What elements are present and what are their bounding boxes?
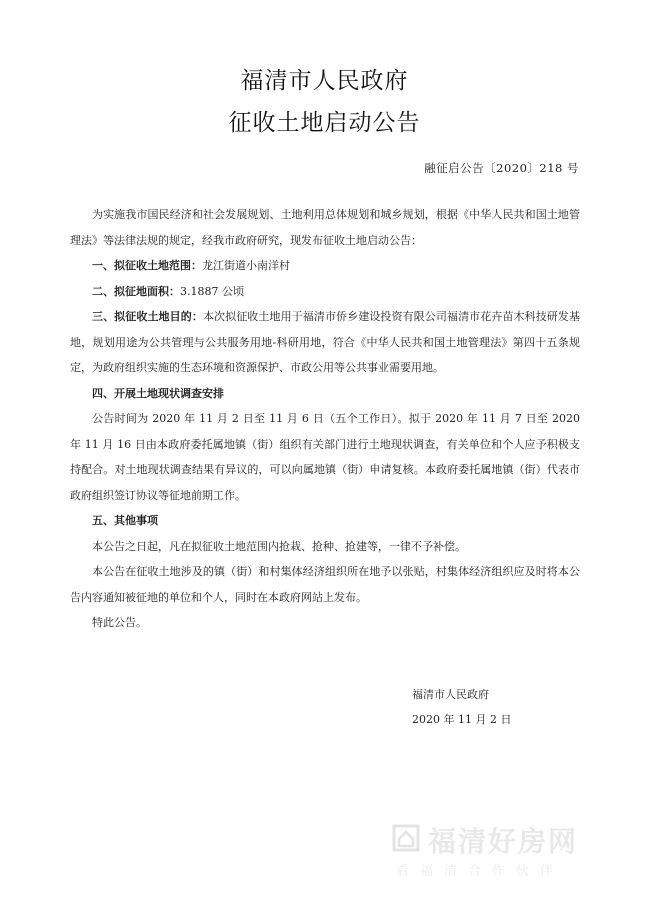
section-3-paragraph: [70, 304, 580, 381]
section-5-heading: 五、其他事项: [92, 514, 158, 527]
section-3-text: 本次拟征收土地用于福清市侨乡建设投资有限公司福清市花卉苗木科技研发基地，规划用途为公共管理与公共服务用地-科研用地，符合《中华人民共和国土地管理法》第四十五条规定，为政府组织实施的生态环境和资源保护、市政公用等公共事业需要用地。: [70, 310, 581, 374]
house-frame-icon: [392, 824, 420, 852]
watermark-slogan: 看福清合作伙伴: [396, 864, 565, 879]
section-5-heading-paragraph: [70, 508, 580, 534]
section-3-heading: 三、拟征收土地目的：: [92, 310, 203, 323]
watermark: [392, 820, 612, 880]
document-title-line2: 征收土地启动公告: [228, 110, 421, 136]
section-4-heading-paragraph: [70, 381, 580, 407]
document-body: [70, 202, 580, 636]
section-1-paragraph: [70, 253, 580, 279]
section-1-heading: 一、拟征收土地范围：: [92, 259, 202, 272]
document-number: 融征启公告〔2020〕218 号: [424, 161, 579, 175]
closing-text: 特此公告。: [92, 616, 147, 629]
section-5-text-2: 本公告在征收土地涉及的镇（街）和村集体经济组织所在地予以张贴，村集体经济组织应及时将本公告内容通知被征地的单位和个人，同时在本政府网站上发布。: [70, 565, 580, 604]
intro-paragraph: 为实施我市国民经济和社会发展规划、土地利用总体规划和城乡规划，根据《中华人民共和国土地管理法》等法律法规的规定，经我市政府研究，现发布征收土地启动公告：: [70, 208, 580, 247]
section-4-heading: 四、开展土地现状调查安排: [92, 386, 224, 400]
section-2-paragraph: [70, 279, 580, 305]
section-2-heading: 二、拟征地面积：: [92, 284, 180, 298]
watermark-brand: 福清好房网: [428, 825, 579, 858]
section-2-text: 3.1887 公顷: [180, 284, 244, 298]
signature-date: 2020 年 11 月 2 日: [412, 713, 512, 726]
document-title-line1: 福清市人民政府: [240, 68, 409, 94]
section-5-text-1: 本公告之日起，凡在拟征收土地范围内抢栽、抢种、抢建等，一律不予补偿。: [92, 539, 466, 553]
section-1-text: 龙江街道小南洋村: [202, 259, 290, 272]
signature-organization: 福清市人民政府: [412, 688, 489, 701]
section-4-text: 公告时间为 2020 年 11 月 2 日至 11 月 6 日（五个工作日）。拟于 2020 年 11 月 7 日至 2020 年 11 月 16 日由本政府委托属地镇（街）组织有关部门进行土地现状调查，有关单位和个人应予积极支持配合。对土地现状调查结果有异议的，可以向属地镇（街）申请复核。本政府委托属地镇（街）代表市政府组织签订协议等征地前期工作。: [70, 412, 580, 502]
